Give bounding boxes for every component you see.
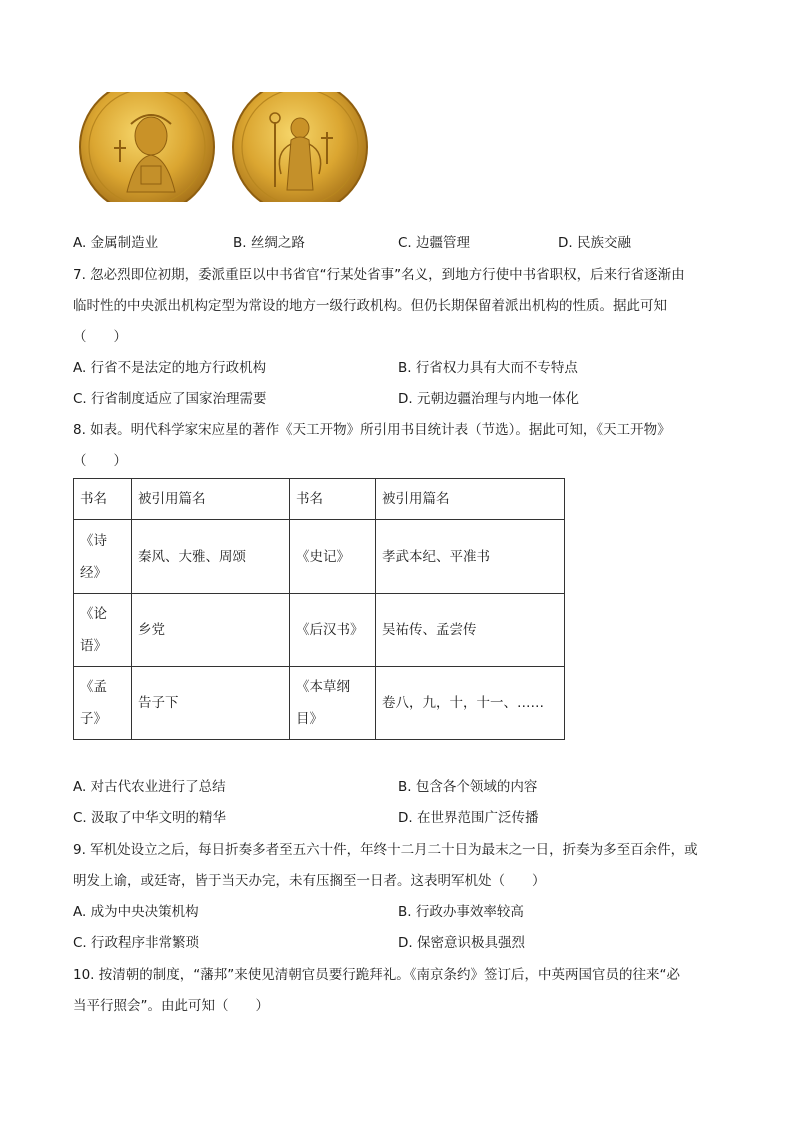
table-cell: 《史记》 <box>290 520 376 594</box>
table-cell: 告子下 <box>132 667 290 740</box>
byzantine-coins-image <box>75 92 375 202</box>
q9-option-a: A. 成为中央决策机构 <box>73 904 199 920</box>
coin-obverse <box>80 92 214 202</box>
q6-option-c: C. 边疆管理 <box>398 235 471 251</box>
coin-reverse <box>233 92 367 202</box>
q8-option-b: B. 包含各个领域的内容 <box>398 779 538 795</box>
table-cell: 《论语》 <box>74 594 132 667</box>
q9-option-c: C. 行政程序非常繁琐 <box>73 935 200 951</box>
table-cell: 《本草纲目》 <box>290 667 376 740</box>
table-cell: 《孟子》 <box>74 667 132 740</box>
q7-option-c: C. 行省制度适应了国家治理需要 <box>73 391 267 407</box>
q7-option-b: B. 行省权力具有大而不专特点 <box>398 360 578 376</box>
table-row <box>74 667 565 740</box>
table-cell: 乡党 <box>132 594 290 667</box>
q8-option-d: D. 在世界范围广泛传播 <box>398 810 539 826</box>
q9-option-b: B. 行政办事效率较高 <box>398 904 524 920</box>
table-cell: 卷八，九，十，十一、…… <box>376 667 565 740</box>
q6-option-a: A. 金属制造业 <box>73 235 159 251</box>
q7-option-d: D. 元朝边疆治理与内地一体化 <box>398 391 579 407</box>
q6-option-b: B. 丝绸之路 <box>233 235 305 251</box>
table-cell: 孝武本纪、平准书 <box>376 520 565 594</box>
q10-stem-line1: 10. 按清朝的制度，“藩邦”来使见清朝官员要行跪拜礼。《南京条约》签订后，中英两国官员的往来“必 <box>73 967 680 983</box>
table-row <box>74 594 565 667</box>
q8-answer-paren: （ ） <box>73 453 127 469</box>
q9-stem-line1: 9. 军机处设立之后，每日折奏多者至五六十件，年终十二月二十日为最末之一日，折奏为多至百余件，或 <box>73 842 698 858</box>
q7-option-a: A. 行省不是法定的地方行政机构 <box>73 360 267 376</box>
table-header-cell: 书名 <box>74 479 132 520</box>
table-header-cell: 书名 <box>290 479 376 520</box>
q9-stem-line2: 明发上谕，或廷寄，皆于当天办完，未有压搁至一日者。这表明军机处（ ） <box>73 873 546 889</box>
q9-option-d: D. 保密意识极具强烈 <box>398 935 525 951</box>
q8-stem-line1: 8. 如表。明代科学家宋应星的著作《天工开物》所引用书目统计表（节选）。据此可知，《天工开物》 <box>73 422 671 438</box>
q10-stem-line2: 当平行照会”。由此可知（ ） <box>73 998 269 1014</box>
citation-table <box>73 478 565 740</box>
table-header-row <box>74 479 565 520</box>
q7-stem-line2: 临时性的中央派出机构定型为常设的地方一级行政机构。但仍长期保留着派出机构的性质。据此可知 <box>73 298 667 314</box>
table-cell: 《后汉书》 <box>290 594 376 667</box>
q6-option-d: D. 民族交融 <box>558 235 631 251</box>
table-header-cell: 被引用篇名 <box>132 479 290 520</box>
q8-option-c: C. 汲取了中华文明的精华 <box>73 810 227 826</box>
table-cell: 秦风、大雅、周颂 <box>132 520 290 594</box>
q7-stem-line1: 7. 忽必烈即位初期，委派重臣以中书省官“行某处省事”名义，到地方行使中书省职权，后来行省逐渐由 <box>73 267 685 283</box>
table-row <box>74 520 565 594</box>
table-cell: 吴祐传、孟尝传 <box>376 594 565 667</box>
table-header-cell: 被引用篇名 <box>376 479 565 520</box>
q7-answer-paren: （ ） <box>73 329 127 345</box>
table-cell: 《诗经》 <box>74 520 132 594</box>
q8-option-a: A. 对古代农业进行了总结 <box>73 779 226 795</box>
